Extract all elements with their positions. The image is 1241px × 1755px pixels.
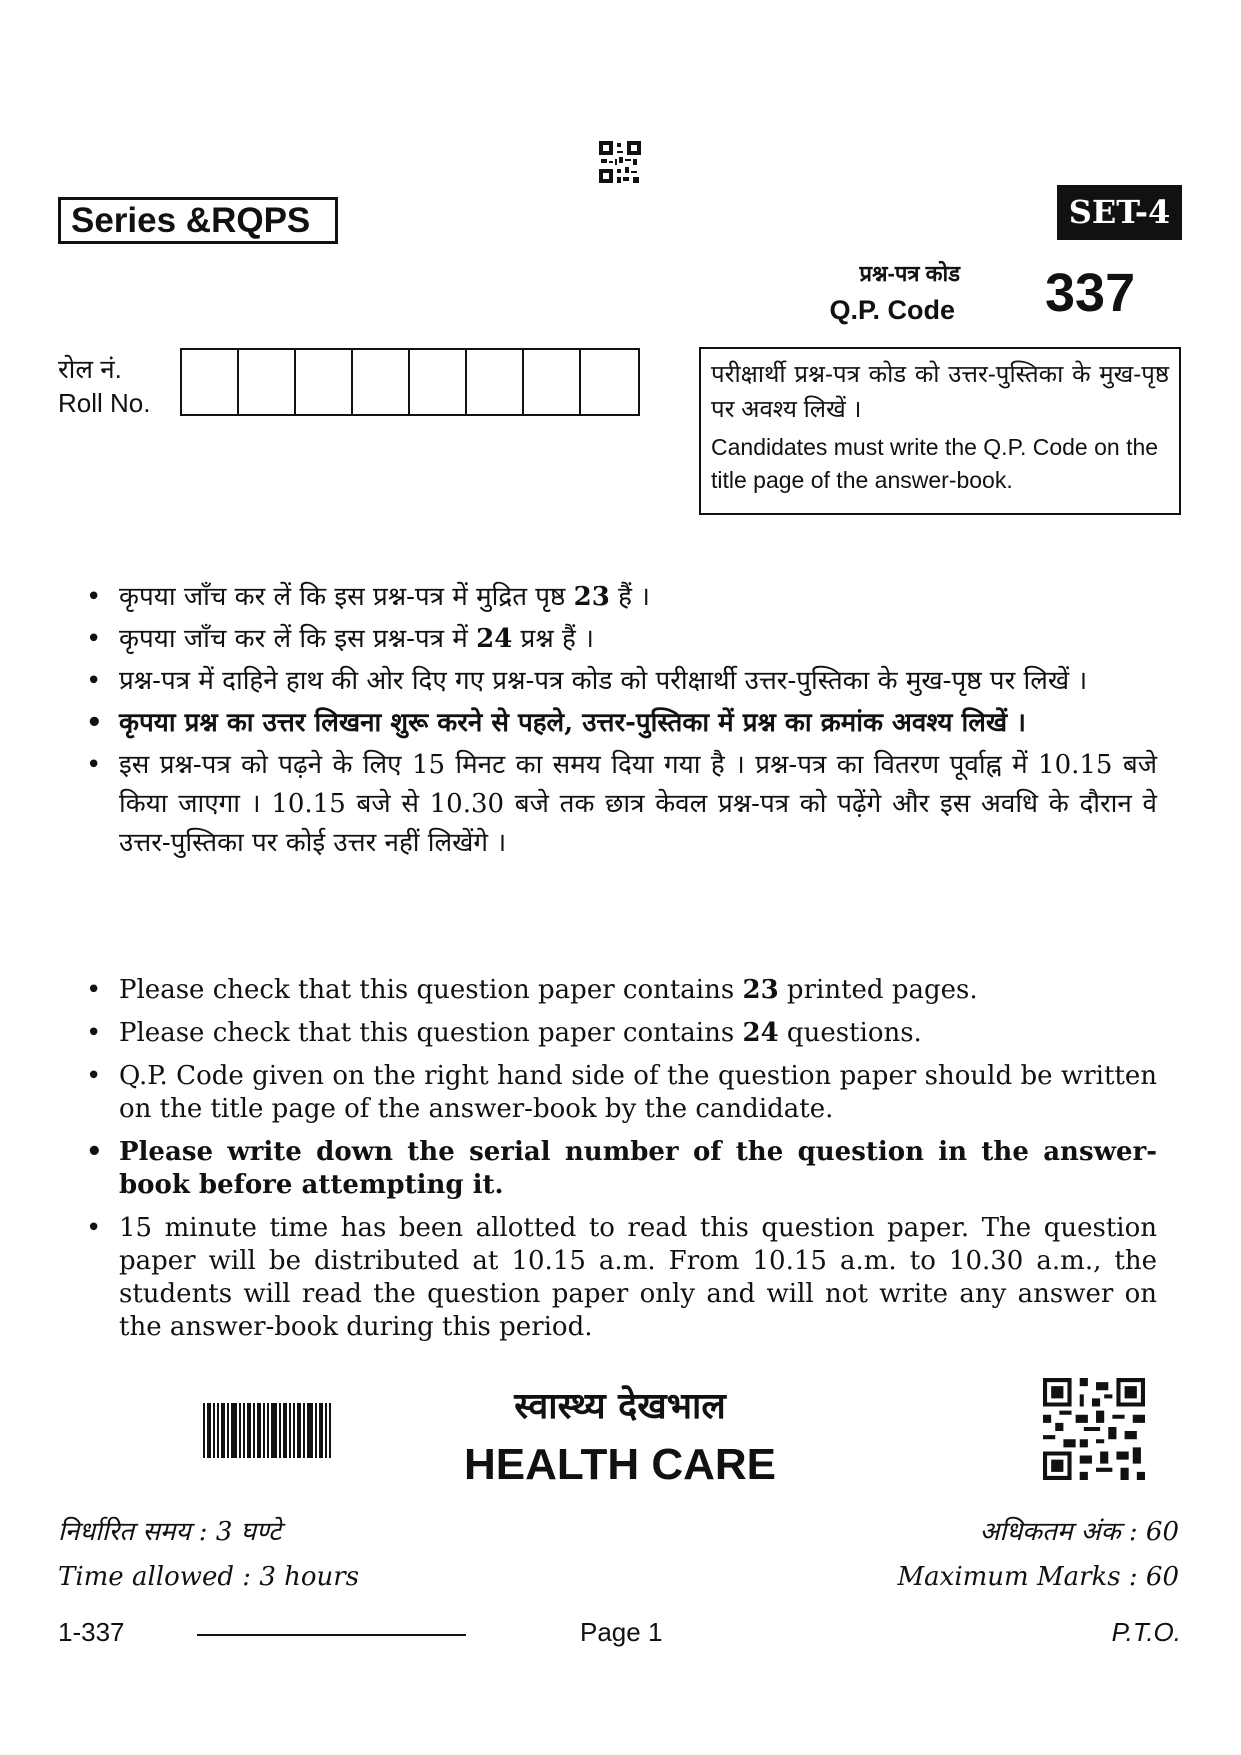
time-allowed: Time allowed : 3 hours — [58, 1562, 360, 1592]
subject-title-hindi: स्वास्थ्य देखभाल — [514, 1385, 726, 1427]
candidate-note-box — [699, 347, 1181, 515]
instruction-english-item: • Please check that this question paper contains 23 printed pages. — [82, 974, 1157, 1007]
subject-title: HEALTH CARE — [463, 1440, 777, 1489]
max-marks-hindi: अधिकतम अंक : 60 — [979, 1517, 1179, 1547]
instruction-hindi-item: • इस प्रश्न-पत्र को पढ़ने के लिए 15 मिनट का समय दिया गया है । प्रश्न-पत्र का वितरण पूर्वाह्न में 10.15 बजे किया जाएगा । 10.15 बजे से 10.30 बजे तक छात्र केवल प्रश्न-पत्र को पढ़ेंगे और इस अवधि के दौरान वे उत्तर-पुस्तिका पर कोई उत्तर नहीं लिखेंगे । — [82, 746, 1157, 863]
footer-paper-code: 1-337 — [58, 1617, 125, 1647]
instruction-english-item: • Q.P. Code given on the right hand side of the question paper should be written on the title page of the answer-book by the candidate. — [82, 1060, 1157, 1126]
roll-number-box — [410, 350, 467, 414]
max-marks: Maximum Marks : 60 — [897, 1562, 1179, 1592]
roll-label: Roll No. — [58, 388, 151, 418]
candidate-note-hindi: परीक्षार्थी प्रश्न-पत्र कोड को उत्तर-पुस्तिका के मुख-पृष्ठ पर अवश्य लिखें । — [711, 361, 1169, 423]
barcode-icon — [203, 1403, 331, 1458]
instruction-english-item: • 15 minute time has been allotted to read this question paper. The question paper will be distributed at 10.15 a.m. From 10.15 a.m. to 10.30 a.m., the students will read the question paper only and will not write any answer on the answer-book during this period. — [82, 1212, 1157, 1344]
qr-code-top-icon — [599, 141, 641, 183]
instruction-english-item: • Please write down the serial number of the question in the answer-book before attempting it. — [82, 1136, 1157, 1202]
candidate-note-english: Candidates must write the Q.P. Code on the title page of the answer-book. — [711, 434, 1159, 493]
roll-number-box — [581, 350, 638, 414]
time-allowed-hindi: निर्धारित समय : 3 घण्टे — [58, 1517, 282, 1547]
instruction-hindi-item: • प्रश्न-पत्र में दाहिने हाथ की ओर दिए गए प्रश्न-पत्र कोड को परीक्षार्थी उत्तर-पुस्तिका के मुख-पृष्ठ पर लिखें । — [82, 662, 1157, 701]
roll-number-box — [467, 350, 524, 414]
instruction-english-item: • Please check that this question paper contains 24 questions. — [82, 1017, 1157, 1050]
qr-code-icon — [1043, 1378, 1145, 1480]
footer-divider — [197, 1634, 466, 1636]
instructions-english — [82, 974, 1157, 1354]
instructions-hindi — [82, 578, 1157, 866]
footer-page-number: Page 1 — [580, 1617, 663, 1647]
series-label: Series &RQPS — [58, 197, 338, 244]
roll-number-box — [353, 350, 410, 414]
qp-code-value: 337 — [1045, 263, 1136, 323]
qp-code-label: Q.P. Code — [829, 295, 955, 325]
roll-number-boxes — [180, 348, 640, 416]
set-badge: SET-4 — [1057, 185, 1182, 240]
footer-pto: P.T.O. — [1111, 1617, 1181, 1647]
roll-number-box — [296, 350, 353, 414]
instruction-hindi-item: • कृपया जाँच कर लें कि इस प्रश्न-पत्र में मुद्रित पृष्ठ 23 हैं । — [82, 578, 1157, 617]
roll-number-box — [524, 350, 581, 414]
roll-number-box — [239, 350, 296, 414]
roll-number-box — [182, 350, 239, 414]
roll-label-hindi: रोल नं. — [58, 354, 122, 384]
instruction-hindi-item: • कृपया जाँच कर लें कि इस प्रश्न-पत्र में 24 प्रश्न हैं । — [82, 620, 1157, 659]
qp-code-label-hindi: प्रश्न-पत्र कोड — [859, 261, 960, 286]
instruction-hindi-item: • कृपया प्रश्न का उत्तर लिखना शुरू करने से पहले, उत्तर-पुस्तिका में प्रश्न का क्रमांक अवश्य लिखें । — [82, 704, 1157, 743]
